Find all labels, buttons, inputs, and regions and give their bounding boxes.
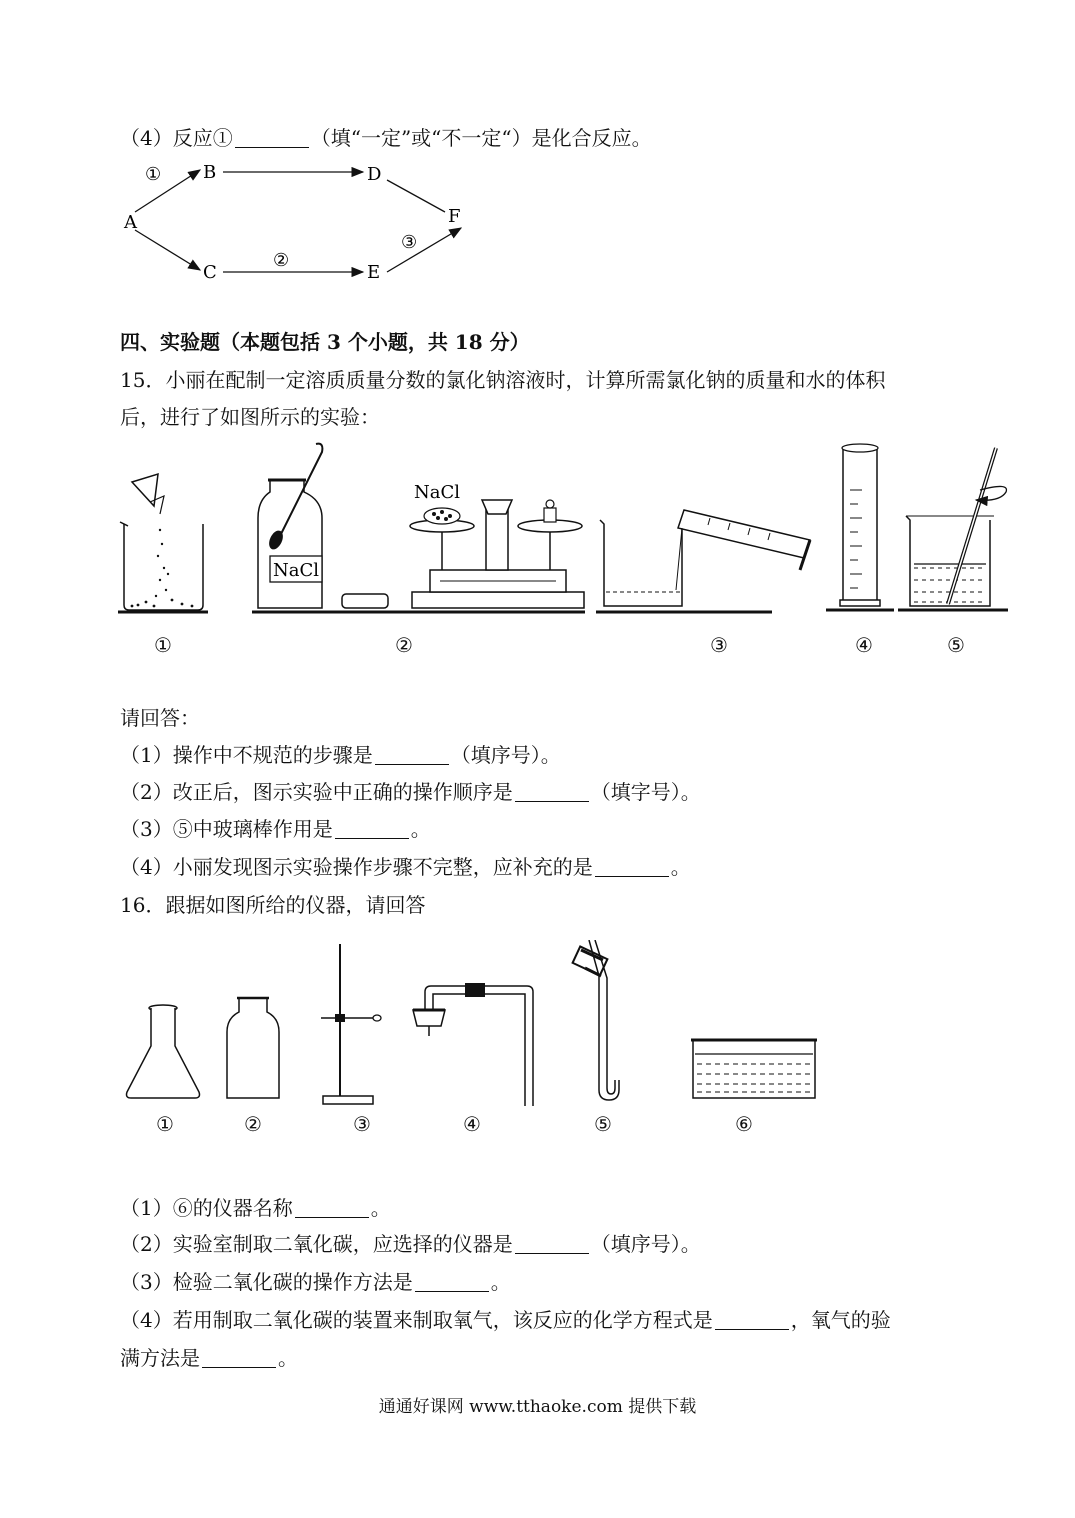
q16-label-4: ④ xyxy=(463,1112,481,1136)
arrow-label-1: ① xyxy=(145,164,162,185)
q15-figure xyxy=(110,440,1020,630)
nacl-balance-label: NaCl xyxy=(414,482,461,503)
node-f: F xyxy=(448,206,461,227)
conical-flask xyxy=(127,1005,200,1098)
step5-stirring xyxy=(898,448,1008,610)
arrow-label-3: ③ xyxy=(401,232,418,253)
node-e: E xyxy=(367,262,381,283)
q15-label-5: ⑤ xyxy=(947,633,965,657)
node-c: C xyxy=(203,262,217,283)
q16-part4-line2-post: 。 xyxy=(278,1346,298,1370)
q16-part4 xyxy=(120,1306,891,1334)
step2-weighing xyxy=(252,444,585,612)
q16-part4-mid: ，氧气的验 xyxy=(790,1308,891,1332)
q16-label-3: ③ xyxy=(353,1112,371,1136)
water-trough xyxy=(691,1040,817,1098)
bent-delivery-tube xyxy=(573,940,619,1100)
q16-part4-line2 xyxy=(120,1344,298,1372)
node-a: A xyxy=(124,212,137,233)
q15-part4 xyxy=(120,853,691,881)
q15-label-4: ④ xyxy=(855,633,873,657)
q16-part1 xyxy=(120,1194,391,1222)
q16-part3-post: 。 xyxy=(490,1270,511,1294)
q15-part2 xyxy=(120,778,701,806)
q15-part2-blank[interactable] xyxy=(515,781,589,802)
q16-part1-pre: （1）⑥的仪器名称 xyxy=(120,1196,293,1220)
q15-part2-pre: （2）改正后，图示实验中正确的操作顺序是 xyxy=(120,780,513,804)
arrow-label-2: ② xyxy=(273,250,290,271)
q16-part4-blank-1[interactable] xyxy=(715,1309,789,1330)
q16-part1-blank[interactable] xyxy=(295,1197,369,1218)
q16-part3-pre: （3）检验二氧化碳的操作方法是 xyxy=(120,1270,413,1294)
q14-part4 xyxy=(120,124,652,152)
q16-part2-pre: （2）实验室制取二氧化碳，应选择的仪器是 xyxy=(120,1232,513,1256)
node-b: B xyxy=(203,162,217,183)
q15-part3-pre: （3）⑤中玻璃棒作用是 xyxy=(120,817,333,841)
step4-measuring-cylinder xyxy=(826,444,894,610)
q16-label-5: ⑤ xyxy=(594,1112,612,1136)
q15-part3 xyxy=(120,815,431,843)
q15-part1-post: （填序号）。 xyxy=(450,743,561,767)
q16-part3 xyxy=(120,1268,511,1296)
q15-part3-blank[interactable] xyxy=(335,818,409,839)
q15-part1 xyxy=(120,741,561,769)
q16-part2 xyxy=(120,1230,701,1258)
q16-part3-blank[interactable] xyxy=(415,1271,489,1292)
q14-part4-post: （填“一定”或“不一定“）是化合反应。 xyxy=(310,126,652,150)
arrow-e-f xyxy=(387,228,461,272)
arrow-d-f xyxy=(387,180,445,212)
q16-part4-blank-2[interactable] xyxy=(202,1347,276,1368)
q16-label-6: ⑥ xyxy=(735,1112,753,1136)
q14-part4-blank[interactable] xyxy=(235,127,309,148)
q14-part4-pre: （4）反应① xyxy=(120,126,233,150)
q16-stem: 16．跟据如图所给的仪器，请回答 xyxy=(120,893,426,917)
q15-part1-blank[interactable] xyxy=(375,744,449,765)
q16-part2-blank[interactable] xyxy=(515,1233,589,1254)
section-heading: 四、实验题（本题包括 3 个小题，共 18 分） xyxy=(120,330,530,354)
arrow-a-c xyxy=(135,230,200,270)
q16-part2-post: （填序号）。 xyxy=(590,1232,701,1256)
stopper-with-tube xyxy=(413,983,533,1106)
q15-part2-post: （填字号）。 xyxy=(590,780,701,804)
q16-part1-post: 。 xyxy=(370,1196,391,1220)
q15-part4-pre: （4）小丽发现图示实验操作步骤不完整，应补充的是 xyxy=(120,855,593,879)
step1-pouring-solid xyxy=(118,474,208,612)
q15-part3-post: 。 xyxy=(410,817,431,841)
q15-stem-line2: 后，进行了如图所示的实验： xyxy=(120,405,380,429)
q15-label-3: ③ xyxy=(710,633,728,657)
nacl-jar-label: NaCl xyxy=(273,560,320,581)
wide-mouth-bottle xyxy=(227,998,279,1098)
q16-figure xyxy=(115,940,835,1115)
q15-part4-blank[interactable] xyxy=(595,856,669,877)
page-footer: 通通好课网 www.tthaoke.com 提供下载 xyxy=(378,1397,697,1417)
q15-prompt: 请回答： xyxy=(120,706,200,730)
reaction-diagram xyxy=(115,150,475,290)
q16-label-2: ② xyxy=(244,1112,262,1136)
q15-stem-line1: 15．小丽在配制一定溶质质量分数的氯化钠溶液时，计算所需氯化钠的质量和水的体积 xyxy=(120,368,886,392)
iron-stand xyxy=(321,944,381,1104)
q16-part4-line2-pre: 满方法是 xyxy=(120,1346,200,1370)
q15-label-1: ① xyxy=(154,633,172,657)
step3-pouring-water xyxy=(596,510,810,612)
node-d: D xyxy=(367,164,382,185)
q15-part1-pre: （1）操作中不规范的步骤是 xyxy=(120,743,373,767)
q16-label-1: ① xyxy=(156,1112,174,1136)
q15-label-2: ② xyxy=(395,633,413,657)
q15-part4-post: 。 xyxy=(670,855,691,879)
q16-part4-pre: （4）若用制取二氧化碳的装置来制取氧气，该反应的化学方程式是 xyxy=(120,1308,713,1332)
